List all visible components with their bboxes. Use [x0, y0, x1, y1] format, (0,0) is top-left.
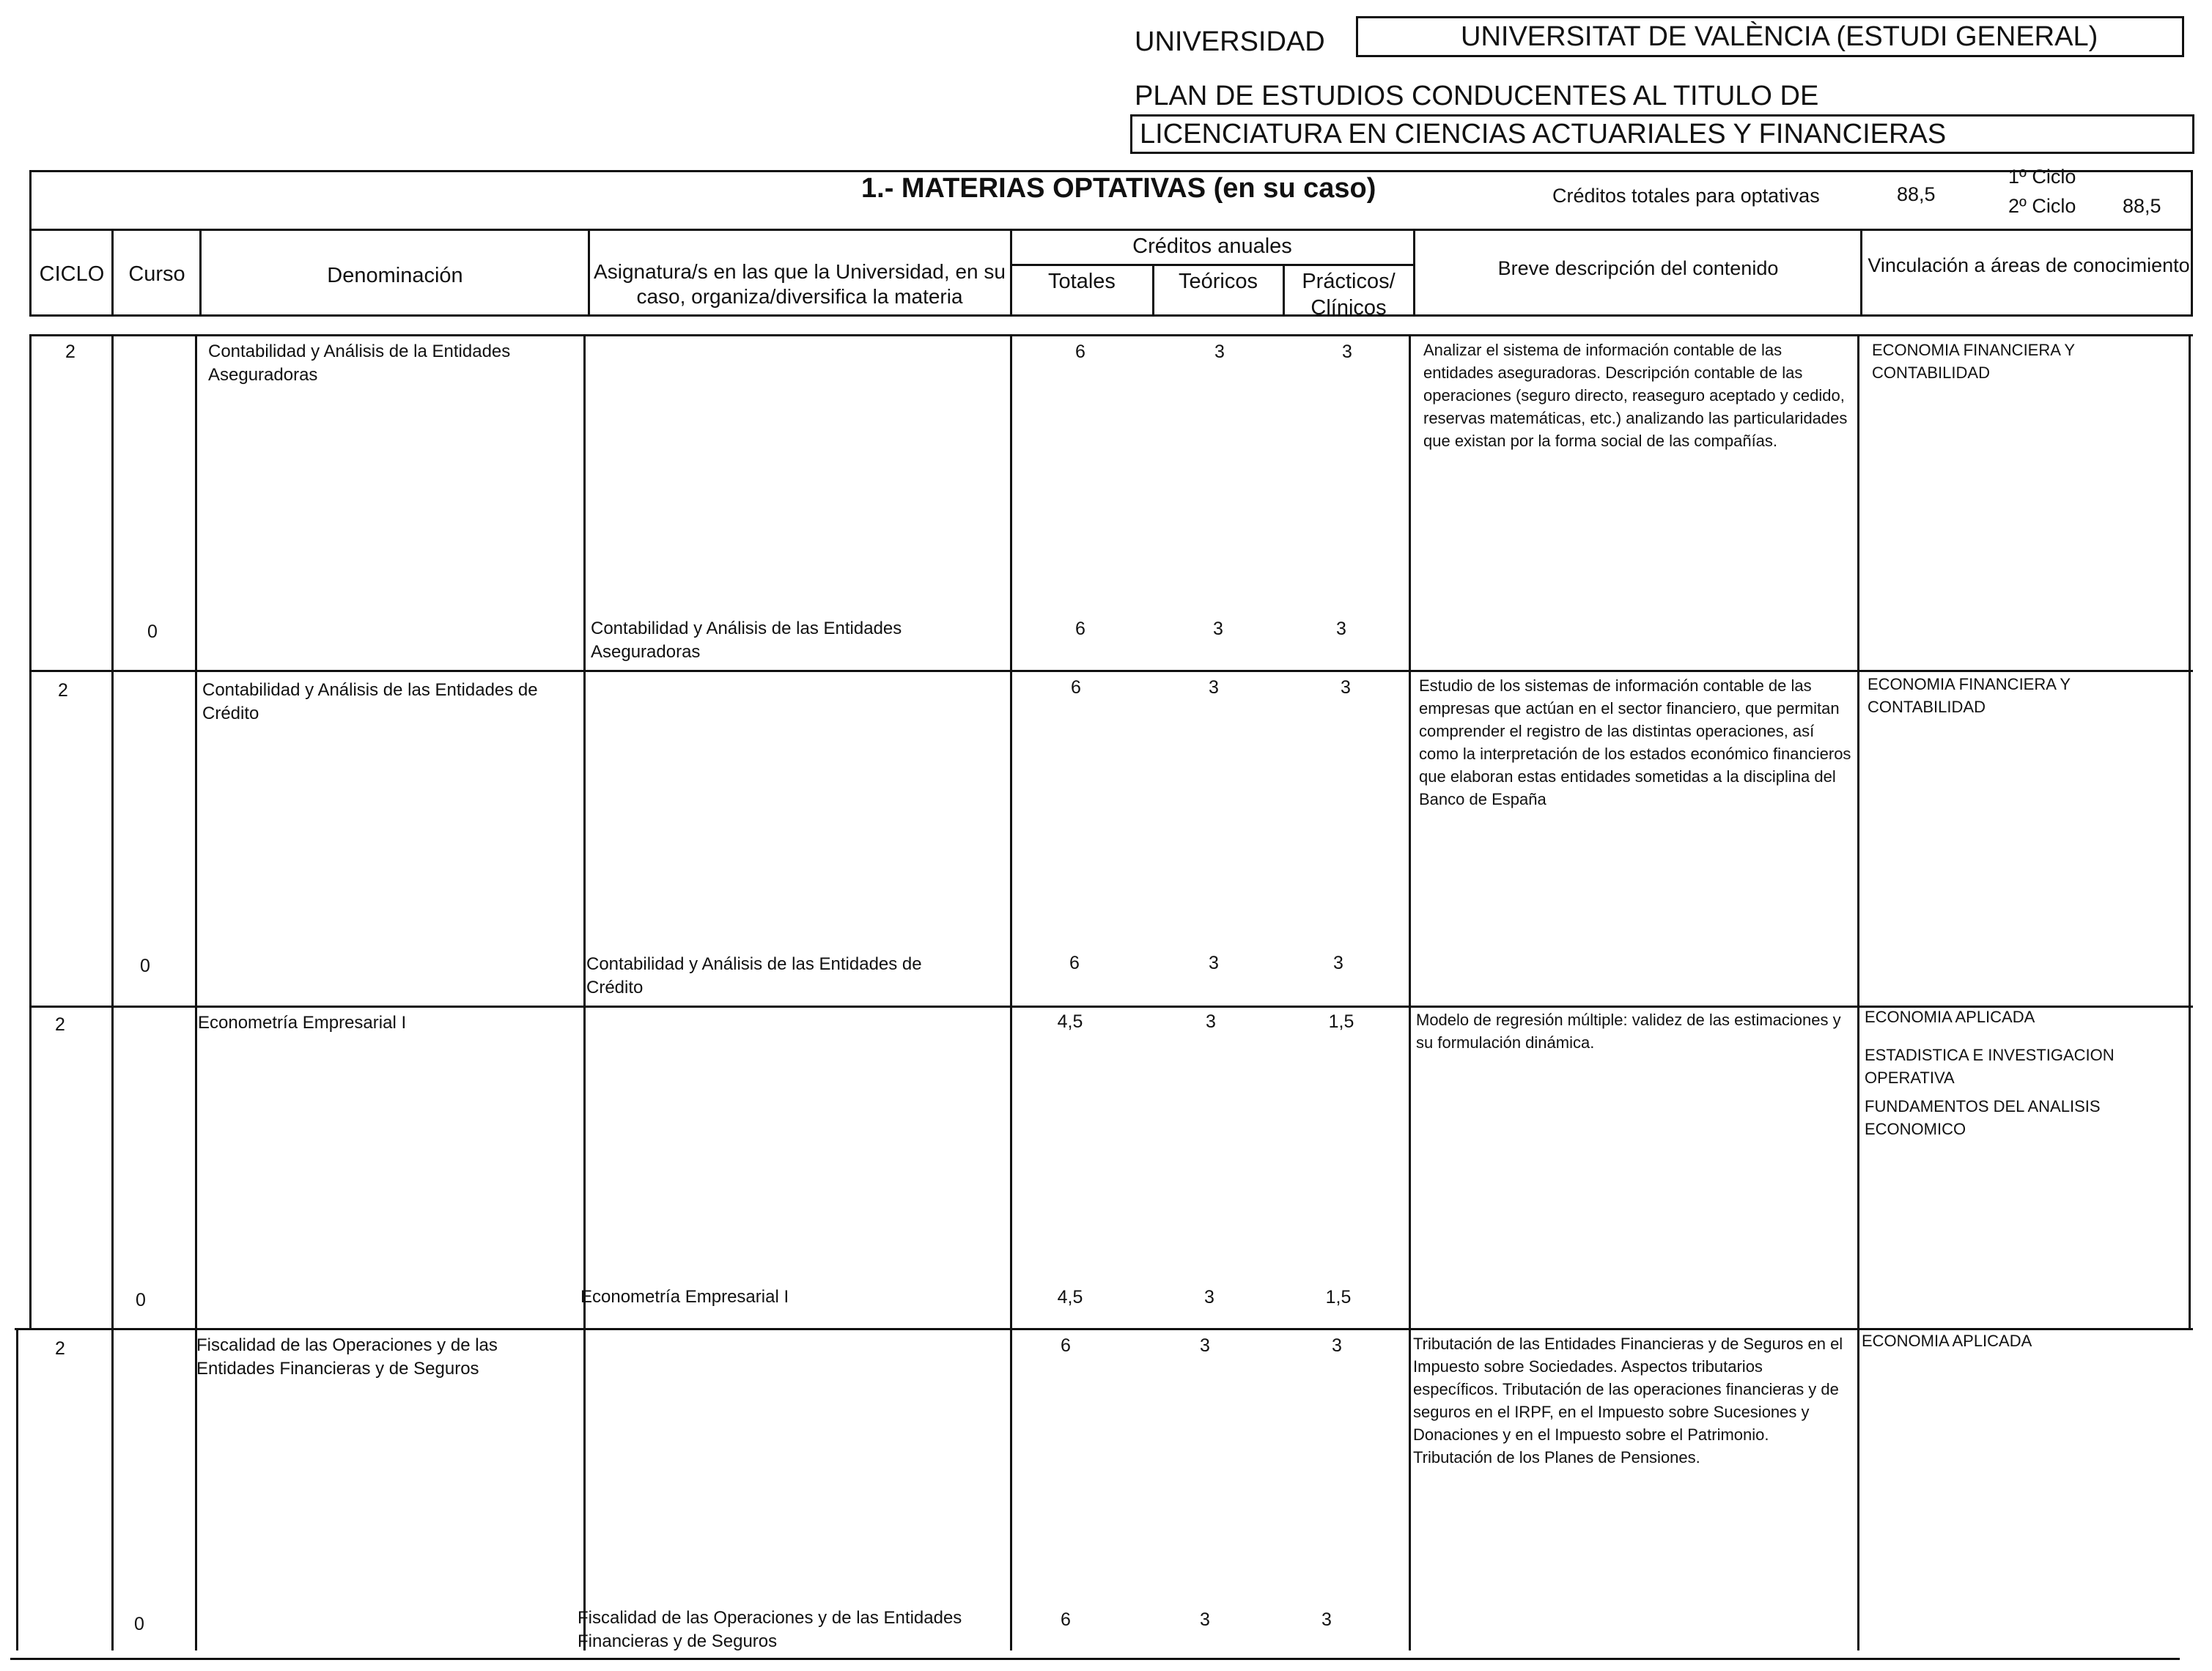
creditos-divider [1010, 264, 1413, 266]
row-totales: 6 [1075, 342, 1085, 362]
row-practicos: 3 [1332, 1335, 1342, 1356]
universidad-name-box: UNIVERSITAT DE VALÈNCIA (ESTUDI GENERAL) [1356, 16, 2184, 57]
row-asig-teoricos: 3 [1213, 619, 1223, 639]
row-practicos: 3 [1341, 677, 1351, 698]
row-ciclo: 2 [58, 680, 68, 701]
row-asignatura: Econometría Empresarial I [580, 1287, 789, 1307]
col-header-curso: Curso [128, 262, 185, 286]
row-asig-practicos: 3 [1333, 953, 1343, 973]
row-asig-teoricos: 3 [1209, 953, 1219, 973]
titulo-box: LICENCIATURA EN CIENCIAS ACTUARIALES Y FINANCIERAS [1130, 114, 2194, 154]
row-divider [29, 670, 2193, 672]
ciclo2-value: 88,5 [2123, 195, 2161, 217]
col-line [2189, 334, 2191, 1328]
row-denominacion: Contabilidad y Análisis de las Entidades de Crédito [202, 680, 538, 723]
row-asignatura: Fiscalidad de las Operaciones y de las Entidades Financieras y de Seguros [578, 1608, 962, 1651]
row-curso: 0 [134, 1614, 144, 1634]
row-curso: 0 [140, 956, 150, 976]
col-line [29, 334, 32, 1328]
row-practicos: 3 [1342, 342, 1352, 362]
row-totales: 6 [1071, 677, 1081, 698]
col-line [195, 334, 197, 1650]
ciclo1-label: 1º Ciclo [2008, 166, 2076, 188]
col-header-creditos-anuales: Créditos anuales [1132, 235, 1292, 258]
col-divider [199, 229, 202, 317]
body-top-border [29, 334, 2193, 336]
col-line [16, 1328, 18, 1650]
body-bottom-border [10, 1658, 2180, 1660]
row-asignatura: Contabilidad y Análisis de las Entidades de Crédito [586, 954, 922, 997]
row-curso: 0 [147, 621, 158, 642]
row-area: ECONOMIA FINANCIERA Y CONTABILIDAD [1868, 675, 2071, 716]
row-denominacion: Fiscalidad de las Operaciones y de las Entidades Financieras y de Seguros [196, 1335, 498, 1379]
row-practicos: 1,5 [1328, 1011, 1354, 1032]
col-divider [1413, 229, 1415, 317]
col-header-vinculacion: Vinculación a áreas de conocimiento [1868, 254, 2190, 276]
row-asig-totales: 4,5 [1057, 1287, 1083, 1307]
col-header-descripcion: Breve descripción del contenido [1497, 257, 1779, 279]
col-header-practicos: Prácticos/ Clínicos [1302, 270, 1396, 320]
section-title: 1.- MATERIAS OPTATIVAS (en su caso) [861, 173, 1376, 204]
row-teoricos: 3 [1214, 342, 1225, 362]
col-header-totales: Totales [1048, 270, 1116, 293]
col-divider [111, 229, 114, 317]
header-divider [29, 229, 2193, 231]
col-divider [588, 229, 590, 317]
row-asig-totales: 6 [1069, 953, 1080, 973]
col-line [111, 334, 114, 1650]
row-curso: 0 [136, 1290, 146, 1310]
row-teoricos: 3 [1209, 677, 1219, 698]
row-totales: 4,5 [1057, 1011, 1083, 1032]
col-divider [1860, 229, 1862, 317]
col-header-asignatura: Asignatura/s en las que la Universidad, en su caso, organiza/diversifica la materia [594, 260, 1006, 308]
ciclo2-label: 2º Ciclo [2008, 195, 2076, 217]
row-ciclo: 2 [55, 1014, 65, 1035]
col-line [1857, 334, 1859, 1650]
row-totales: 6 [1061, 1335, 1071, 1356]
row-area: ESTADISTICA E INVESTIGACION OPERATIVA [1865, 1046, 2115, 1087]
col-header-teoricos: Teóricos [1179, 270, 1258, 293]
row-area: ECONOMIA FINANCIERA Y CONTABILIDAD [1872, 341, 2075, 382]
row-ciclo: 2 [65, 342, 75, 362]
row-descripcion: Tributación de las Entidades Financieras y de Seguros en el Impuesto sobre Sociedades. Aspectos tributarios específicos. Tributación de las operaciones financieras y de seguros en el IRPF, en el Impuesto sobre Sucesiones y Donaciones y en el Impuesto sobre el Patrimonio. Tributación de los Planes de Pensiones. [1413, 1335, 1843, 1467]
row-asig-teoricos: 3 [1200, 1609, 1210, 1630]
row-teoricos: 3 [1200, 1335, 1210, 1356]
row-area: ECONOMIA APLICADA [1862, 1332, 2032, 1350]
col-line [583, 334, 586, 1650]
row-asig-totales: 6 [1061, 1609, 1071, 1630]
row-ciclo: 2 [55, 1338, 65, 1359]
row-asig-teoricos: 3 [1204, 1287, 1214, 1307]
row-descripcion: Modelo de regresión múltiple: validez de las estimaciones y su formulación dinámica. [1416, 1011, 1841, 1052]
row-descripcion: Analizar el sistema de información contable de las entidades aseguradoras. Descripción contable de las operaciones (seguro directo, reaseguro aceptado y cedido, reservas matemáticas, etc.) analizando las particularidades que existan por la forma social de las compañías. [1423, 341, 1848, 450]
row-asig-practicos: 3 [1336, 619, 1346, 639]
creditos-totales-value: 88,5 [1897, 183, 1936, 205]
universidad-label: UNIVERSIDAD [1135, 26, 1325, 57]
creditos-totales-label: Créditos totales para optativas [1552, 185, 1820, 207]
row-asig-practicos: 1,5 [1325, 1287, 1352, 1307]
row-descripcion: Estudio de los sistemas de información contable de las empresas que actúan en el sector financiero, que permitan comprender el registro de las distintas operaciones, así como la interpretación de los estados económico financieros que elaboran estas entidades sometidas a la disciplina del Banco de España [1419, 676, 1851, 808]
row-asig-practicos: 3 [1321, 1609, 1332, 1630]
col-header-denominacion: Denominación [327, 264, 463, 287]
row-denominacion: Contabilidad y Análisis de la Entidades Aseguradoras [208, 342, 511, 385]
col-line [1409, 334, 1411, 1650]
row-denominacion: Econometría Empresarial I [198, 1013, 407, 1033]
row-asignatura: Contabilidad y Análisis de las Entidades Aseguradoras [591, 619, 902, 662]
row-teoricos: 3 [1206, 1011, 1216, 1032]
row-area: FUNDAMENTOS DEL ANALISIS ECONOMICO [1865, 1097, 2101, 1138]
row-area: ECONOMIA APLICADA [1865, 1008, 2035, 1026]
plan-label: PLAN DE ESTUDIOS CONDUCENTES AL TITULO DE [1135, 81, 1819, 111]
col-header-ciclo: CICLO [39, 262, 105, 286]
col-line [1010, 334, 1012, 1650]
row-asig-totales: 6 [1075, 619, 1085, 639]
